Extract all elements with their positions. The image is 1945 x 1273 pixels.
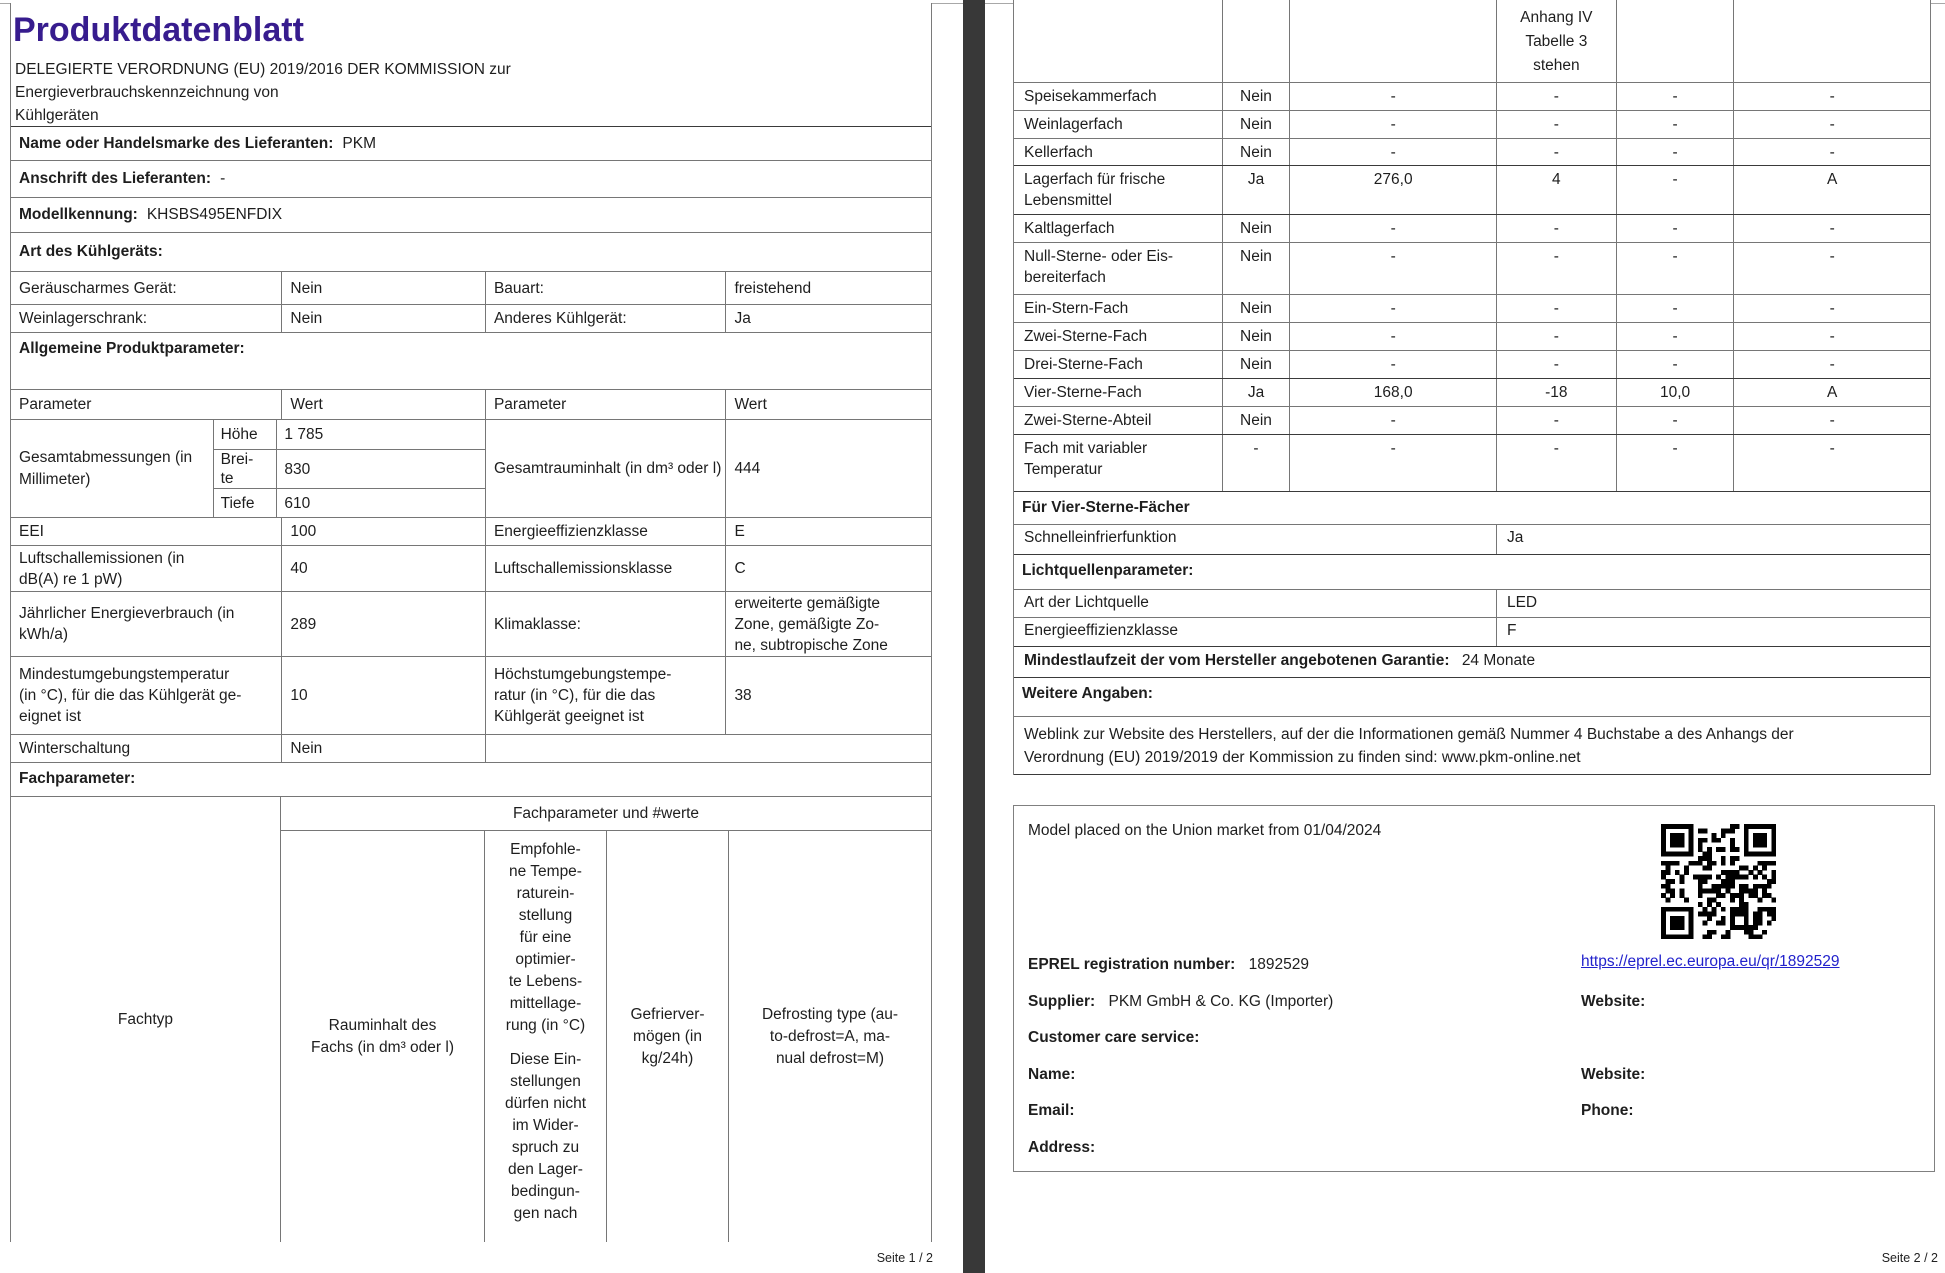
address-label: Address: <box>1028 1139 1096 1156</box>
eprel-link[interactable]: https://eprel.ec.europa.eu/qr/1892529 <box>1581 953 1840 970</box>
table-cell: - <box>1497 351 1617 378</box>
weblink-row <box>1014 717 1930 775</box>
fast-freeze-label: Schnelleinfrierfunktion <box>1014 525 1497 554</box>
noise-label <box>19 548 184 590</box>
supplier-address-value: - <box>220 170 226 187</box>
dimension-values <box>277 420 486 517</box>
table-cell: Speisekammerfach <box>1014 83 1223 110</box>
text-line: Empfohle- <box>510 841 581 858</box>
fachtyp-header: Fachtyp <box>11 797 281 1242</box>
table-cell: Nein <box>282 272 486 304</box>
winter-value: Nein <box>282 735 486 762</box>
supplier-name-value: PKM <box>342 134 377 152</box>
noise-class-label: Luftschallemissionsklasse <box>486 546 726 591</box>
table-cell: Nein <box>1223 295 1291 322</box>
table-cell: - <box>1617 166 1735 214</box>
supplier-row <box>1028 993 1333 1011</box>
min-temp-label <box>19 664 241 727</box>
temp-header-text <box>485 839 606 1037</box>
text-line: Rauminhalt des <box>328 1016 437 1034</box>
table-cell: Nein <box>1223 139 1291 165</box>
table-cell: - <box>1497 139 1617 165</box>
table-cell: - <box>1497 323 1617 350</box>
table-row <box>1014 111 1930 139</box>
table-cell: Weinlagerfach <box>1014 111 1223 138</box>
table-cell: - <box>1497 111 1617 138</box>
text-line: erweiterte gemäßigte <box>734 594 881 612</box>
energy-class-value: E <box>734 523 745 540</box>
min-temp-value: 10 <box>282 657 486 734</box>
max-temp-value: 38 <box>734 687 752 704</box>
table-cell: - <box>1290 323 1497 350</box>
table-row <box>1014 215 1930 243</box>
text-line: mögen (in <box>633 1027 702 1045</box>
text-line: bedingun- <box>511 1183 580 1200</box>
type-section-label: Art des Kühlgeräts: <box>19 243 163 260</box>
table-cell: Null-Sterne- oder Eis-bereiterfach <box>1014 243 1223 294</box>
height-label: Höhe <box>214 420 277 450</box>
param-header-row <box>11 390 931 420</box>
care-label: Customer care service: <box>1028 1029 1200 1046</box>
market-date-text: Model placed on the Union market from 01/04/2024 <box>1028 822 1382 839</box>
table-cell: Nein <box>1223 83 1291 110</box>
compartment-table-header <box>11 797 931 1242</box>
compartment-rows <box>1014 83 1930 492</box>
table-row <box>1014 166 1930 215</box>
dimension-keys <box>214 420 278 517</box>
light-class-value: F <box>1506 622 1517 639</box>
table-row <box>11 272 931 305</box>
text-line: Diese Ein- <box>509 1051 582 1068</box>
warranty-row <box>1014 647 1930 678</box>
table-cell: - <box>1290 215 1497 242</box>
text-line: Fachs (in dm³ oder l) <box>311 1038 454 1056</box>
table-cell: - <box>1497 435 1617 491</box>
text-line: Gefrierver- <box>630 1005 705 1023</box>
table-header-cell: Wert <box>734 396 767 413</box>
text-line: ne, subtropische Zone <box>734 636 888 654</box>
text-line: te <box>220 470 234 487</box>
text-line: spruch zu <box>511 1139 580 1156</box>
text-line: dürfen nicht <box>505 1095 586 1112</box>
consumption-row <box>11 592 931 657</box>
table-cell: - <box>1829 144 1835 161</box>
text-line: ne Tempe- <box>509 863 582 880</box>
table-cell: Nein <box>282 305 486 332</box>
table-cell: Nein <box>1223 323 1291 350</box>
table-row <box>1014 407 1930 435</box>
table-cell: Nein <box>1223 351 1291 378</box>
winter-label: Winterschaltung <box>11 735 282 762</box>
page-1 <box>0 0 963 1273</box>
table-cell: Ja <box>734 310 751 327</box>
table-cell: Nein <box>1223 111 1291 138</box>
table-cell: - <box>1290 139 1497 165</box>
text-line: Zone, gemäßigte Zo- <box>734 615 880 633</box>
table-cell: 4 <box>1497 166 1617 214</box>
climate-value <box>734 593 887 656</box>
table-cell: Geräuscharmes Gerät: <box>11 272 282 304</box>
table-row <box>1014 83 1930 111</box>
volume-label: Gesamtrauminhalt (in dm³ oder l) <box>486 420 726 517</box>
text-line: nual defrost=M) <box>775 1049 885 1067</box>
warranty-value: 24 Monate <box>1461 652 1536 669</box>
volume-value: 444 <box>734 459 761 477</box>
table-cell: - <box>1829 356 1835 373</box>
table-cell: - <box>1829 300 1835 317</box>
table-cell: - <box>1829 88 1835 105</box>
text-line: den Lager- <box>508 1161 583 1178</box>
table-cell: - <box>1829 248 1835 265</box>
text-line: Brei- <box>220 451 254 468</box>
temp-column-header <box>485 831 607 1242</box>
table-cell: - <box>1497 407 1617 434</box>
energy-class-label: Energieeffizienzklasse <box>486 518 726 545</box>
max-temp-label <box>494 664 672 727</box>
page-number-1: Seite 1 / 2 <box>876 1251 933 1265</box>
noise-class-value: C <box>734 560 746 577</box>
table-cell: - <box>1290 435 1497 491</box>
table-cell: Zwei-Sterne-Abteil <box>1014 407 1223 434</box>
table-cell: - <box>1223 435 1291 491</box>
text-line: kg/24h) <box>641 1049 694 1067</box>
text-line: Mindestumgebungstemperatur <box>19 666 230 683</box>
market-info-box <box>1013 805 1935 1172</box>
table-row <box>1014 139 1930 166</box>
name-label: Name: <box>1028 1066 1076 1083</box>
temp-header-note <box>485 1049 606 1225</box>
table-cell: Drei-Sterne-Fach <box>1014 351 1223 378</box>
eei-value: 100 <box>282 518 486 545</box>
light-type-value: LED <box>1506 594 1538 611</box>
table-cell: - <box>1497 295 1617 322</box>
table-header-cell: Parameter <box>11 390 282 419</box>
text-line: Defrosting type (au- <box>761 1005 899 1023</box>
table-cell: - <box>1829 328 1835 345</box>
table-cell: - <box>1290 243 1497 294</box>
table-cell: Kaltlagerfach <box>1014 215 1223 242</box>
website2-label: Website: <box>1581 1066 1646 1083</box>
eprel-label: EPREL registration number: <box>1028 956 1236 973</box>
table-cell: - <box>1617 83 1735 110</box>
text-line: Verordnung (EU) 2019/2019 der Kommission zu finden sind: www.pkm-online.net <box>1024 749 1581 766</box>
table-row <box>11 305 931 333</box>
volume-column-header <box>281 831 485 1242</box>
empty-cell <box>486 735 931 762</box>
text-line: mittellage- <box>509 995 582 1012</box>
height-value: 1 785 <box>277 420 485 450</box>
text-line: te Lebens- <box>508 973 583 990</box>
table-cell: - <box>1617 351 1735 378</box>
table-cell: Lagerfach für frische Lebensmittel <box>1014 166 1223 214</box>
eei-label: EEI <box>11 518 282 545</box>
table-cell: - <box>1617 323 1735 350</box>
text-line: ratur (in °C), für die das <box>493 687 656 704</box>
text-line: Anhang IV <box>1520 9 1593 26</box>
light-type-row <box>1014 590 1930 618</box>
table-header-cell: Wert <box>282 390 486 419</box>
page-number-2: Seite 2 / 2 <box>1881 1251 1938 1265</box>
table-cell: 168,0 <box>1290 379 1497 406</box>
text-line: optimier- <box>515 951 576 968</box>
supplier-name-row <box>11 127 931 161</box>
regulation-text <box>15 58 745 127</box>
noise-value: 40 <box>282 546 486 591</box>
light-class-row <box>1014 618 1930 647</box>
table-row <box>1014 351 1930 379</box>
table-cell: - <box>1829 440 1835 457</box>
table-cell: A <box>1827 171 1838 188</box>
noise-row <box>11 546 931 592</box>
text-line: im Wider- <box>512 1117 579 1134</box>
table-row <box>1014 323 1930 351</box>
page-divider <box>963 0 985 1273</box>
eei-row <box>11 518 931 546</box>
table-cell: Kellerfach <box>1014 139 1223 165</box>
weblink-text <box>1014 717 1930 769</box>
table-cell: Zwei-Sterne-Fach <box>1014 323 1223 350</box>
table-header-cell: Parameter <box>486 390 726 419</box>
text-line: kWh/a) <box>19 626 69 643</box>
consumption-value: 289 <box>282 592 486 656</box>
table-row <box>1014 243 1930 295</box>
table-cell: 10,0 <box>1617 379 1735 406</box>
table-cell: Nein <box>1223 215 1291 242</box>
table-row <box>1014 435 1930 492</box>
fast-freeze-value: Ja <box>1506 529 1524 546</box>
light-class-label: Energieeffizienzklasse <box>1014 618 1497 646</box>
phone-label: Phone: <box>1581 1102 1634 1119</box>
light-section-header: Lichtquellenparameter: <box>1014 555 1930 590</box>
website-label: Website: <box>1581 993 1646 1010</box>
datasheet-table-page1 <box>10 3 932 1242</box>
text-line: stehen <box>1533 57 1580 74</box>
text-line: eignet ist <box>19 708 82 725</box>
qr-code <box>1661 824 1776 939</box>
model-id-label: Modellkennung: <box>19 206 138 223</box>
warranty-cell <box>1014 647 1930 677</box>
warranty-label: Mindestlaufzeit der vom Hersteller angebotenen Garantie: <box>1024 652 1450 669</box>
depth-value: 610 <box>284 494 311 512</box>
dimensions-label: Gesamtabmessungen (in Millimeter) <box>11 420 214 517</box>
text-line: stellungen <box>510 1073 581 1090</box>
table-cell: Nein <box>1223 407 1291 434</box>
climate-label: Klimaklasse: <box>486 592 726 656</box>
ambient-temp-row <box>11 657 931 735</box>
text-line: Höchstumgebungstempe- <box>493 666 672 683</box>
table-cell: - <box>1617 407 1735 434</box>
depth-label: Tiefe <box>220 494 255 512</box>
page-2 <box>985 0 1945 1273</box>
text-line: DELEGIERTE VERORDNUNG (EU) 2019/2016 DER KOMMISSION zur Energieverbrauchskennzeichnung von <box>15 61 511 101</box>
spacer <box>485 1037 606 1049</box>
table-cell: - <box>1829 116 1835 133</box>
temp-header-continued <box>1497 0 1617 82</box>
text-line: rung (in °C) <box>505 1017 586 1034</box>
table-cell: - <box>1829 412 1835 429</box>
winter-row <box>11 735 931 763</box>
table-cell: Weinlagerschrank: <box>11 305 282 332</box>
table-cell: - <box>1617 435 1735 491</box>
text-line: raturein- <box>516 885 575 902</box>
text-line: dB(A) re 1 pW) <box>19 570 123 588</box>
supplier-value: PKM GmbH & Co. KG (Importer) <box>1108 993 1334 1010</box>
table-header-cell <box>1734 0 1930 82</box>
supplier-address-row <box>11 161 931 198</box>
supplier-label: Supplier: <box>1028 993 1096 1010</box>
table-cell: Ja <box>1223 166 1291 214</box>
table-header-cell <box>1223 0 1291 82</box>
model-id-value: KHSBS495ENFDIX <box>146 206 283 223</box>
text-line: Weblink zur Website des Herstellers, auf der die Informationen gemäß Nummer 4 Buchstabe a des Anhangs der <box>1024 726 1794 743</box>
table-header-cell <box>1290 0 1497 82</box>
table-cell: - <box>1617 295 1735 322</box>
text-line: gen nach <box>513 1205 578 1222</box>
table-cell: Bauart: <box>486 272 726 304</box>
more-info-section-header: Weitere Angaben: <box>1014 678 1930 717</box>
text-line: Jährlicher Energieverbrauch (in <box>19 605 235 622</box>
table-cell: Nein <box>1223 243 1291 294</box>
table-cell: - <box>1290 295 1497 322</box>
supplier-name-label: Name oder Handelsmarke des Lieferanten: <box>19 134 334 152</box>
text-line: für eine <box>519 929 572 946</box>
table-cell: Ein-Stern-Fach <box>1014 295 1223 322</box>
table-cell: - <box>1497 215 1617 242</box>
text-line: stellung <box>518 907 573 924</box>
fast-freeze-row <box>1014 525 1930 555</box>
continued-header-row <box>1014 0 1930 83</box>
table-header-cell <box>1617 0 1735 82</box>
email-label: Email: <box>1028 1102 1075 1119</box>
four-star-section-header: Für Vier-Sterne-Fächer <box>1014 492 1930 525</box>
table-cell: - <box>1290 351 1497 378</box>
table-cell: - <box>1617 111 1735 138</box>
table-cell: Ja <box>1223 379 1291 406</box>
table-cell: - <box>1617 243 1735 294</box>
consumption-label <box>19 603 234 645</box>
supplier-address-label: Anschrift des Lieferanten: <box>19 170 212 187</box>
table-header-cell <box>1014 0 1223 82</box>
table-cell: - <box>1290 83 1497 110</box>
type-section-row <box>11 233 931 272</box>
text-line: Tabelle 3 <box>1525 33 1588 50</box>
defrost-column-header <box>729 831 931 1242</box>
light-type-label: Art der Lichtquelle <box>1014 590 1497 617</box>
text-line: to-defrost=A, ma- <box>769 1027 891 1045</box>
text-line: Kühlgerät geeignet ist <box>493 708 644 725</box>
table-cell: Vier-Sterne-Fach <box>1014 379 1223 406</box>
table-row <box>1014 295 1930 323</box>
text-line: (in °C), für die das Kühlgerät ge- <box>19 687 242 704</box>
table-cell: freistehend <box>734 279 812 297</box>
width-value: 830 <box>277 450 485 490</box>
fach-values-header: Fachparameter und #werte <box>281 797 931 831</box>
table-cell: - <box>1617 215 1735 242</box>
table-cell: - <box>1617 139 1735 165</box>
freeze-column-header <box>607 831 729 1242</box>
model-id-row <box>11 198 931 233</box>
table-cell: Anderes Kühlgerät: <box>486 305 726 332</box>
text-line: Luftschallemissionen (in <box>19 549 185 567</box>
table-cell: - <box>1829 220 1835 237</box>
table-row <box>1014 379 1930 407</box>
datasheet-table-page2 <box>1013 0 1931 775</box>
table-cell: A <box>1827 384 1838 401</box>
table-cell: Fach mit variabler Temperatur <box>1014 435 1223 491</box>
title-block <box>11 3 931 127</box>
dimensions-row <box>11 420 931 518</box>
text-line: Kühlgeräten <box>15 107 99 124</box>
width-label <box>214 450 277 490</box>
table-cell: - <box>1497 243 1617 294</box>
compartment-section-header: Fachparameter: <box>11 763 931 797</box>
eprel-value: 1892529 <box>1248 956 1309 973</box>
table-cell: - <box>1290 407 1497 434</box>
page-title: Produktdatenblatt <box>13 11 304 49</box>
table-cell: - <box>1290 111 1497 138</box>
eprel-row <box>1028 956 1309 974</box>
table-cell: - <box>1497 83 1617 110</box>
table-cell: -18 <box>1497 379 1617 406</box>
table-cell: 276,0 <box>1290 166 1497 214</box>
general-section-header: Allgemeine Produktparameter: <box>11 333 931 390</box>
